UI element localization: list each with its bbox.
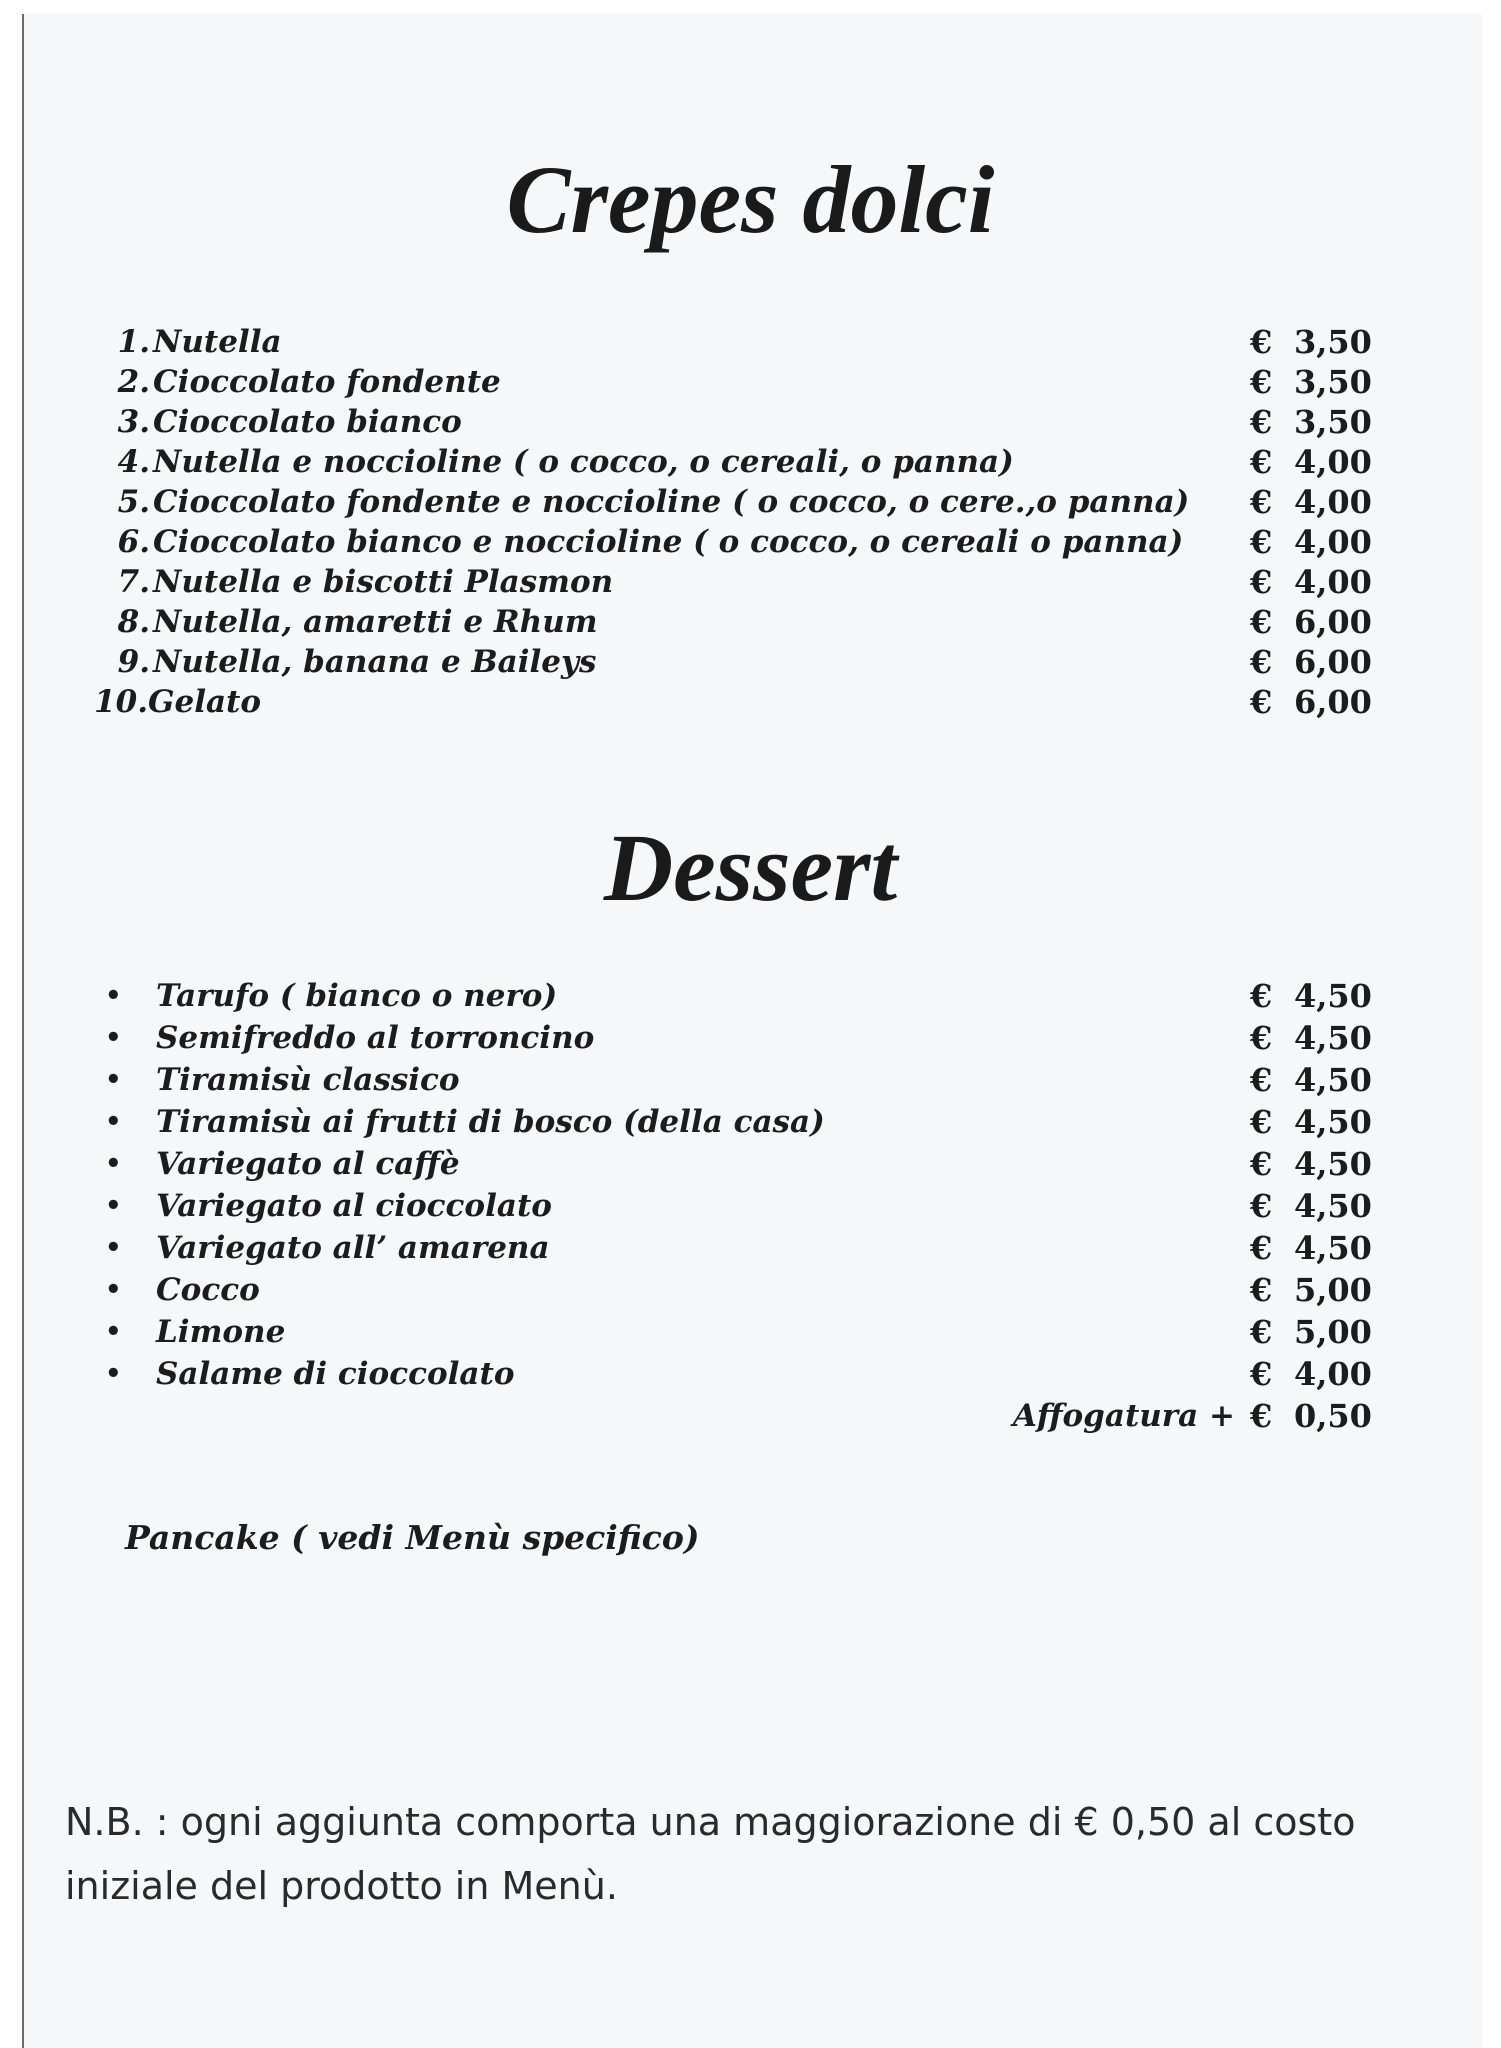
currency-symbol: € <box>1250 403 1273 441</box>
item-price <box>1250 1396 1382 1436</box>
crepe-item <box>0 642 1501 682</box>
price-value: 3,50 <box>1294 403 1372 441</box>
item-price <box>1250 602 1382 642</box>
item-price <box>1250 482 1382 522</box>
crepe-item <box>0 562 1501 602</box>
price-value: 4,50 <box>1294 1103 1372 1141</box>
crepe-item <box>0 602 1501 642</box>
currency-symbol: € <box>1250 363 1273 401</box>
item-name: Cioccolato fondente e noccioline ( o cocco, o cere.,o panna) <box>153 484 1190 520</box>
item-number: 9. <box>117 644 150 680</box>
currency-symbol: € <box>1250 1103 1273 1141</box>
item-number: 5. <box>117 484 150 520</box>
item-name: Tarufo ( bianco o nero) <box>156 978 558 1014</box>
dessert-item <box>0 1228 1501 1268</box>
price-value: 6,00 <box>1294 683 1372 721</box>
item-name: Variegato al cioccolato <box>156 1188 552 1224</box>
dessert-item <box>0 1144 1501 1184</box>
item-number: 10. <box>94 684 148 720</box>
price-value: 4,00 <box>1294 1355 1372 1393</box>
item-price <box>1250 1102 1382 1142</box>
currency-symbol: € <box>1250 1145 1273 1183</box>
dessert-item <box>0 1186 1501 1226</box>
crepes-title: Crepes dolci <box>506 146 995 253</box>
bullet-icon: • <box>105 1359 122 1389</box>
item-price <box>1250 522 1382 562</box>
price-value: 4,00 <box>1294 523 1372 561</box>
item-price <box>1250 1228 1382 1268</box>
item-name: Gelato <box>148 684 262 720</box>
price-value: 3,50 <box>1294 363 1372 401</box>
bullet-icon: • <box>105 1065 122 1095</box>
item-number: 4. <box>117 444 150 480</box>
currency-symbol: € <box>1250 1313 1273 1351</box>
currency-symbol: € <box>1250 563 1273 601</box>
dessert-item <box>0 1060 1501 1100</box>
price-value: 5,00 <box>1294 1313 1372 1351</box>
price-value: 4,50 <box>1294 1061 1372 1099</box>
item-name: Variegato al caffè <box>156 1146 460 1182</box>
item-name: Cioccolato bianco <box>153 404 462 440</box>
footnote: N.B. : ogni aggiunta comporta una maggiorazione di € 0,50 al costo iniziale del prodotto in Menù. <box>65 1800 1356 1908</box>
item-name: Cioccolato fondente <box>153 364 501 400</box>
dessert-item <box>0 976 1501 1016</box>
item-name: Tiramisù ai frutti di bosco (della casa) <box>156 1104 825 1140</box>
price-value: 6,00 <box>1294 643 1372 681</box>
price-value: 4,50 <box>1294 1187 1372 1225</box>
item-name: Limone <box>156 1314 286 1350</box>
crepe-item <box>0 482 1501 522</box>
price-value: 4,50 <box>1294 1145 1372 1183</box>
dessert-item <box>0 1354 1501 1394</box>
item-price <box>1250 1018 1382 1058</box>
item-price <box>1250 562 1382 602</box>
item-name: Nutella e noccioline ( o cocco, o cereali, o panna) <box>153 444 1014 480</box>
item-price <box>1250 1354 1382 1394</box>
currency-symbol: € <box>1250 443 1273 481</box>
bullet-icon: • <box>105 981 122 1011</box>
currency-symbol: € <box>1250 1229 1273 1267</box>
currency-symbol: € <box>1250 1187 1273 1225</box>
affogatura-label: Affogatura + <box>1012 1398 1235 1434</box>
crepe-item <box>0 442 1501 482</box>
item-number: 6. <box>117 524 150 560</box>
item-price <box>1250 322 1382 362</box>
item-name: Nutella, amaretti e Rhum <box>153 604 598 640</box>
item-price <box>1250 1144 1382 1184</box>
item-price <box>1250 976 1382 1016</box>
bullet-icon: • <box>105 1275 122 1305</box>
price-value: 6,00 <box>1294 603 1372 641</box>
bullet-icon: • <box>105 1191 122 1221</box>
item-name: Salame di cioccolato <box>156 1356 515 1392</box>
crepe-item <box>0 402 1501 442</box>
price-value: 0,50 <box>1294 1397 1372 1435</box>
item-name: Nutella <box>153 324 282 360</box>
price-value: 4,50 <box>1294 1019 1372 1057</box>
currency-symbol: € <box>1250 483 1273 521</box>
item-number: 1. <box>117 324 150 360</box>
price-value: 4,50 <box>1294 977 1372 1015</box>
price-value: 4,00 <box>1294 483 1372 521</box>
price-value: 5,00 <box>1294 1271 1372 1309</box>
dessert-item <box>0 1018 1501 1058</box>
currency-symbol: € <box>1250 523 1273 561</box>
price-value: 4,00 <box>1294 563 1372 601</box>
crepe-item <box>0 322 1501 362</box>
item-price <box>1250 362 1382 402</box>
bullet-icon: • <box>105 1317 122 1347</box>
currency-symbol: € <box>1250 1061 1273 1099</box>
currency-symbol: € <box>1250 323 1273 361</box>
currency-symbol: € <box>1250 1019 1273 1057</box>
bullet-icon: • <box>105 1023 122 1053</box>
item-name: Variegato all’ amarena <box>156 1230 550 1266</box>
currency-symbol: € <box>1250 1397 1273 1435</box>
item-name: Nutella e biscotti Plasmon <box>153 564 614 600</box>
price-value: 4,50 <box>1294 1229 1372 1267</box>
dessert-item <box>0 1312 1501 1352</box>
item-price <box>1250 442 1382 482</box>
item-price <box>1250 1270 1382 1310</box>
item-price <box>1250 402 1382 442</box>
item-price <box>1250 1060 1382 1100</box>
item-price <box>1250 642 1382 682</box>
price-value: 3,50 <box>1294 323 1372 361</box>
currency-symbol: € <box>1250 977 1273 1015</box>
pancake-note: Pancake ( vedi Menù specifico) <box>125 1518 700 1557</box>
item-name: Cocco <box>156 1272 260 1308</box>
item-price <box>1250 1312 1382 1352</box>
item-price <box>1250 682 1382 722</box>
item-number: 3. <box>117 404 150 440</box>
currency-symbol: € <box>1250 1271 1273 1309</box>
item-name: Semifreddo al torroncino <box>156 1020 595 1056</box>
crepe-item <box>0 522 1501 562</box>
bullet-icon: • <box>105 1149 122 1179</box>
item-name: Tiramisù classico <box>156 1062 460 1098</box>
item-number: 7. <box>117 564 150 600</box>
bullet-icon: • <box>105 1107 122 1137</box>
currency-symbol: € <box>1250 683 1273 721</box>
currency-symbol: € <box>1250 603 1273 641</box>
dessert-title: Dessert <box>603 814 898 921</box>
dessert-item <box>0 1270 1501 1310</box>
bullet-icon: • <box>105 1233 122 1263</box>
currency-symbol: € <box>1250 1355 1273 1393</box>
dessert-item <box>0 1102 1501 1142</box>
item-number: 2. <box>117 364 150 400</box>
item-name: Nutella, banana e Baileys <box>153 644 597 680</box>
price-value: 4,00 <box>1294 443 1372 481</box>
currency-symbol: € <box>1250 643 1273 681</box>
item-name: Cioccolato bianco e noccioline ( o cocco, o cereali o panna) <box>153 524 1184 560</box>
crepe-item <box>0 682 1501 722</box>
item-number: 8. <box>117 604 150 640</box>
affogatura-row <box>0 1396 1501 1436</box>
crepe-item <box>0 362 1501 402</box>
item-price <box>1250 1186 1382 1226</box>
